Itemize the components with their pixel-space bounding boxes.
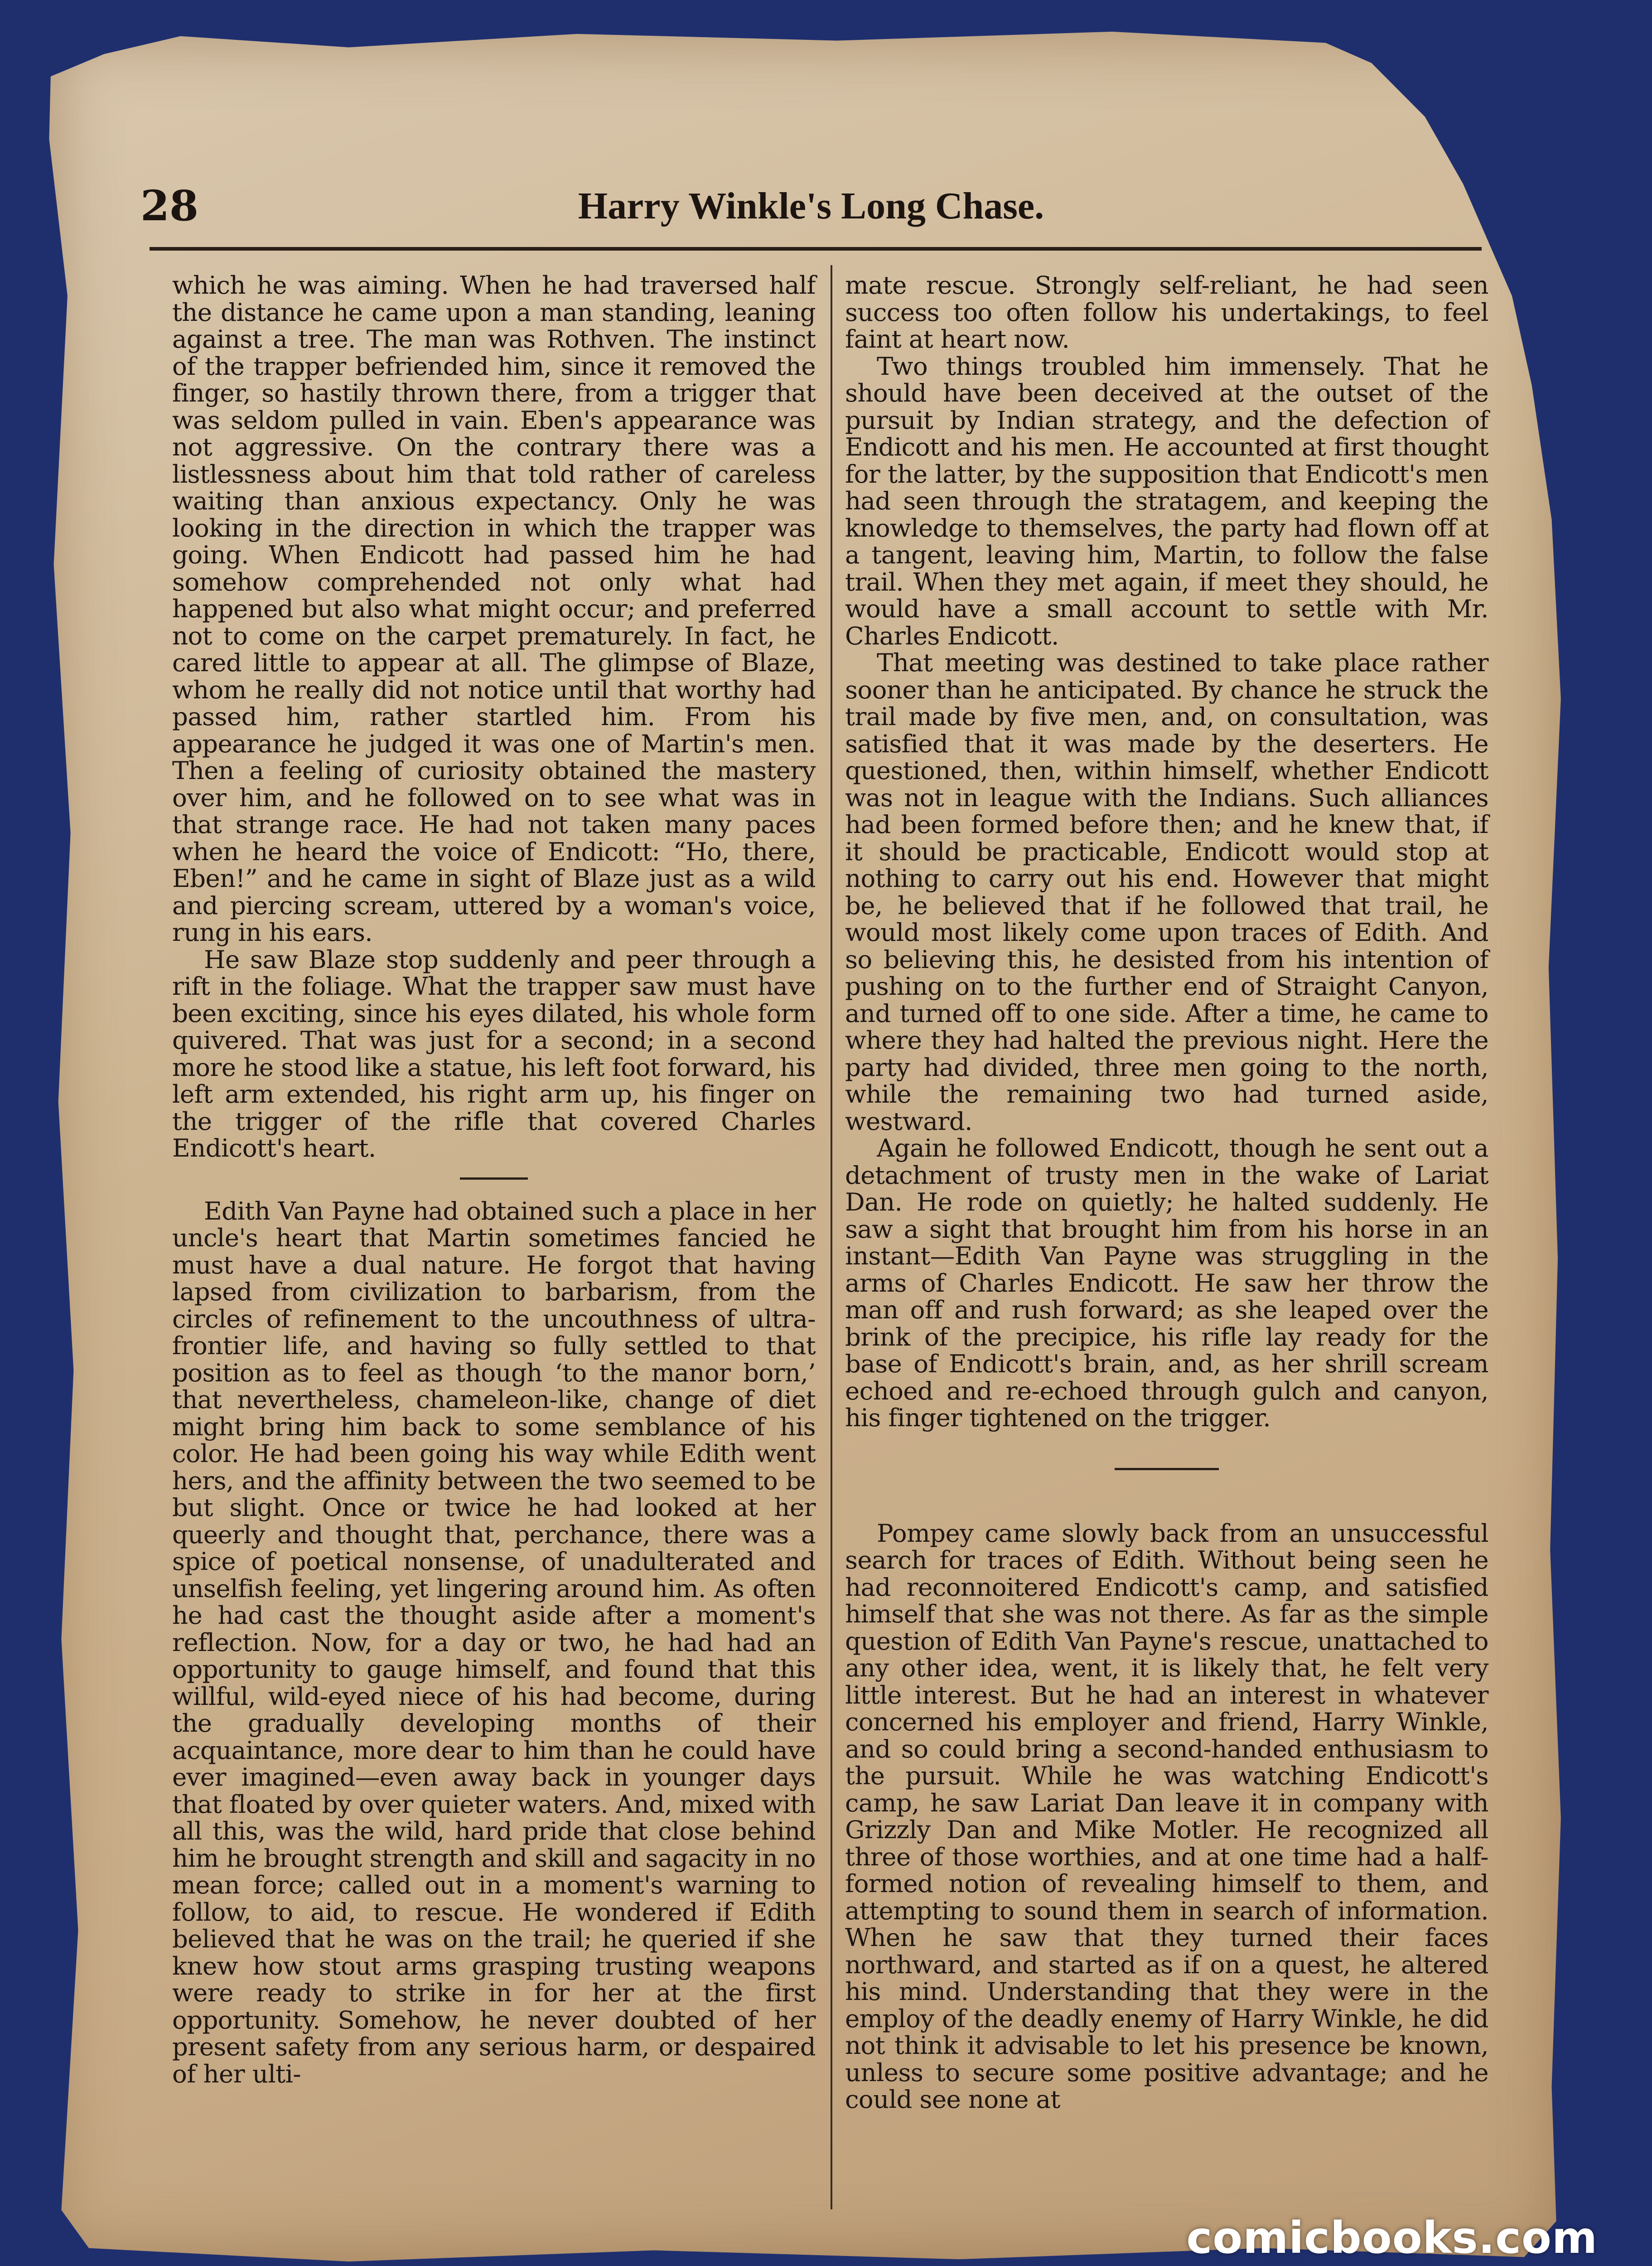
paragraph: which he was aiming. When he had traversed half the distance he came upon a man standing, leaning against a tree. The man was Rothven. The instinct of the trapper befriended him, since it removed the finger, so hastily thrown there, from a trigger that was seldom pulled in vain. Eben's appearance was not aggressive. On the contrary there was a listlessness about him that told rather of careless waiting than anxious expectancy. Only he was looking in the direction in which the trapper was going. When Endicott had passed him he had somehow comprehended not only what had happened but also what might occur; and preferred not to come on the carpet prematurely. In fact, he cared little to appear at all. The glimpse of Blaze, whom he really did not notice until that worthy had passed him, rather startled him. From his appearance he judged it was one of Martin's men. Then a feeling of curiosity obtained the mastery over him, and he followed on to see what was in that strange race. He had not taken many paces when he heard the voice of Endicott: “Ho, there, Eben!” and he came in sight of Blaze just as a wild and piercing scream, uttered by a woman's voice, rung in his ears. [172, 271, 816, 947]
paragraph: Two things troubled him immensely. That he should have been deceived at the outset of the pursuit by Indian strategy, and the defection of Endicott and his men. He accounted at first thought for the latter, by the supposition that Endicott's men had seen through the stratagem, and keeping the knowledge to themselves, the party had flown off at a tangent, leaving him, Martin, to follow the false trail. When they met again, if meet they should, he would have a small account to settle with Mr. Charles Endicott. [845, 351, 1488, 650]
running-title: Harry Winkle's Long Chase. [578, 185, 1044, 227]
column-divider [831, 265, 832, 2209]
paragraph: He saw Blaze stop suddenly and peer through a rift in the foliage. What the trapper saw must have been exciting, since his eyes dilated, his whole form quivered. That was just for a second; in a second more he stood like a statue, his left foot forward, his left arm extended, his right arm up, his finger on the trigger of the rifle that covered Charles Endicott's heart. [172, 944, 816, 1162]
paragraph: Pompey came slowly back from an unsuccessful search for traces of Edith. Without being seen he had reconnoitered Endicott's camp, and satisfied himself that she was not there. As far as the simple question of Edith Van Payne's rescue, unattached to any other idea, went, it is likely that, he felt very little interest. But he had an interest in whatever concerned his employer and friend, Harry Winkle, and so could bring a second-handed enthusiasm to the pursuit. While he was watching Endicott's camp, he saw Lariat Dan leave it in company with Grizzly Dan and Mike Motler. He recognized all three of those worthies, and at one time had a half-formed notion of revealing himself to them, and attempting to sound them in search of information. When he saw that they turned their faces northward, and started as if on a quest, he altered his mind. Understanding that they were in the employ of the deadly enemy of Harry Winkle, he did not think it advisable to let his presence be known, unless to secure some positive advantage; and he could see none at [845, 1518, 1488, 2114]
paragraph: Edith Van Payne had obtained such a place in her uncle's heart that Martin sometimes fancied he must have a dual nature. He forgot that having lapsed from civilization to barbarism, from the circles of refinement to the uncouthness of ultra-frontier life, and having so fully settled to that position as to feel as though ‘to the manor born,’ that nevertheless, chameleon-like, change of diet might bring him back to some semblance of his color. He had been going his way while Edith went hers, and the affinity between the two seemed to be but slight. Once or twice he had looked at her queerly and thought that, perchance, there was a spice of poetical nonsense, of unadulterated and unselfish feeling, yet lingering around him. As often he had cast the thought aside after a moment's reflection. Now, for a day or two, he had had an opportunity to gauge himself, and found that this willful, wild-eyed niece of his had become, during the gradually developing months of their acquaintance, more dear to him than he could have ever imagined—even away back in younger days that floated by over quieter waters. And, mixed with all this, was the wild, hard pride that close behind him he brought strength and skill and sagacity in no mean force; called out in a moment's warning to follow, to aid, to rescue. He wondered if Edith believed that he was on the trail; he queried if she knew how stout arms grasping trusting weapons were ready to strike in for her at the first opportunity. Somehow, he never doubted of her present safety from any serious harm, or despaired of her ulti- [172, 1196, 816, 2088]
page-header [140, 181, 1482, 236]
page-number: 28 [140, 181, 199, 230]
section-separator [1115, 1468, 1219, 1470]
watermark: comicbooks.com [1186, 2213, 1598, 2263]
paragraph: mate rescue. Strongly self-reliant, he had seen success too often follow his undertakings, to feel faint at heart now. [845, 271, 1488, 353]
section-separator [460, 1177, 528, 1180]
left-column [172, 272, 816, 2221]
paragraph: That meeting was destined to take place rather sooner than he anticipated. By chance he struck the trail made by five men, and, on consultation, was satisfied that it was made by the deserters. He questioned, then, within himself, whether Endicott was not in league with the Indians. Such alliances had been formed before then; and he knew that, if it should be practicable, Endicott would stop at nothing to carry out his end. However that might be, he believed that if he followed that trail, he would most likely come upon traces of Edith. And so believing this, he desisted from his intention of pushing on to the further end of Straight Canyon, and turned off to one side. After a time, he came to where they had halted the previous night. Here the party had divided, three men going to the north, while the remaining two had turned aside, westward. [845, 648, 1488, 1136]
header-rule [150, 247, 1482, 251]
paragraph: Again he followed Endicott, though he sent out a detachment of trusty men in the wake of Lariat Dan. He rode on quietly; he halted suddenly. He saw a sight that brought him from his horse in an instant—Edith Van Payne was struggling in the arms of Charles Endicott. He saw her throw the man off and rush forward; as she leaped over the brink of the precipice, his rifle lay ready for the base of Endicott's brain, and, as her shrill scream echoed and re-echoed through gulch and canyon, his finger tightened on the trigger. [845, 1133, 1488, 1432]
right-column [845, 272, 1488, 2221]
